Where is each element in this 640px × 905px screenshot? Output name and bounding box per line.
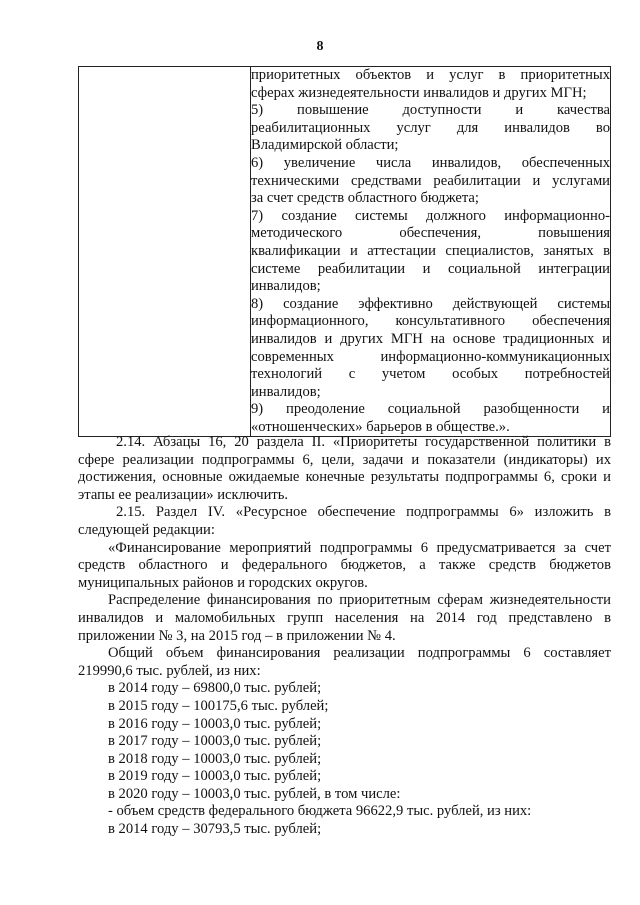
table-right-cell	[251, 67, 611, 437]
body-line: в 2014 году – 30793,5 тыс. рублей;	[108, 821, 322, 838]
table-line: методического обеспечения, повышения	[251, 225, 610, 242]
body-line: - объем средств федерального бюджета 96622,9 тыс. рублей, из них:	[108, 803, 532, 820]
body-line: в 2020 году – 10003,0 тыс. рублей, в том числе:	[108, 785, 401, 802]
body-line: 219990,6 тыс. рублей, из них:	[78, 662, 261, 679]
body-line: 2.15. Раздел IV. «Ресурсное обеспечение подпрограммы 6» изложить в	[116, 504, 611, 521]
body-line: в 2018 году – 10003,0 тыс. рублей;	[108, 750, 322, 767]
body-text	[78, 434, 611, 839]
table-left-cell	[79, 67, 251, 437]
body-line: в 2014 году – 69800,0 тыс. рублей;	[108, 680, 322, 697]
table-line: современных информационно-коммуникационных	[251, 348, 610, 365]
body-line: сфере реализации подпрограммы 6, цели, задачи и показатели (индикаторы) их	[78, 451, 611, 468]
continuation-table	[78, 66, 611, 437]
table-line: приоритетных объектов и услуг в приоритетных	[251, 67, 610, 83]
body-line: в 2017 году – 10003,0 тыс. рублей;	[108, 733, 322, 750]
table-line: за счет средств областного бюджета;	[251, 190, 479, 207]
body-line: в 2016 году – 10003,0 тыс. рублей;	[108, 715, 322, 732]
table-line: 9) преодоление социальной разобщенности и	[251, 401, 610, 418]
body-line: в 2019 году – 10003,0 тыс. рублей;	[108, 768, 322, 785]
table-line: инвалидов;	[251, 383, 321, 400]
page-number: 8	[316, 39, 324, 54]
table-line: Владимирской области;	[251, 137, 399, 154]
table-line: 5) повышение доступности и качества	[251, 102, 610, 119]
table-line: информационного, консультативного обеспечения	[251, 313, 610, 330]
body-line: инвалидов и маломобильных групп населения на 2014 год представлено в	[78, 609, 611, 626]
table-line: инвалидов и других МГН на основе традиционных и	[251, 330, 610, 347]
body-line: достижения, основные ожидаемые конечные результаты подпрограммы 6, сроки и	[78, 469, 611, 486]
table-line: инвалидов;	[251, 278, 321, 295]
body-line: 2.14. Абзацы 16, 20 раздела II. «Приоритеты государственной политики в	[116, 434, 611, 450]
table-line: техническими средствами реабилитации и услугами	[251, 172, 610, 189]
table-line: «отношенческих» барьеров в обществе.».	[251, 418, 510, 435]
body-line: средств областного и федерального бюджетов, а также средств бюджетов	[78, 557, 611, 574]
table-line: реабилитационных услуг для инвалидов во	[251, 119, 610, 136]
body-line: муниципальных районов и городских округов.	[78, 574, 368, 591]
body-line: следующей редакции:	[78, 521, 215, 538]
table-line: квалификации и аттестации специалистов, занятых в	[251, 242, 610, 259]
body-line: этапы ее реализации» исключить.	[78, 486, 289, 503]
table-line: сферах жизнедеятельности инвалидов и других МГН;	[251, 84, 587, 101]
body-line: Общий объем финансирования реализации подпрограммы 6 составляет	[108, 645, 611, 662]
table-row	[79, 67, 611, 437]
body-line: «Финансирование мероприятий подпрограммы 6 предусматривается за счет	[108, 539, 611, 556]
body-line: в 2015 году – 100175,6 тыс. рублей;	[108, 697, 329, 714]
table-line: технологий с учетом особых потребностей	[251, 366, 610, 383]
table-line: 6) увеличение числа инвалидов, обеспеченных	[251, 154, 610, 171]
body-line: приложении № 3, на 2015 год – в приложении № 4.	[78, 627, 396, 644]
body-line: Распределение финансирования по приоритетным сферам жизнедеятельности	[108, 592, 611, 609]
table-line: 8) создание эффективно действующей системы	[251, 295, 610, 312]
table-line: системе реабилитации и социальной интеграции	[251, 260, 610, 277]
table-line: 7) создание системы должного информационно-	[251, 207, 610, 224]
